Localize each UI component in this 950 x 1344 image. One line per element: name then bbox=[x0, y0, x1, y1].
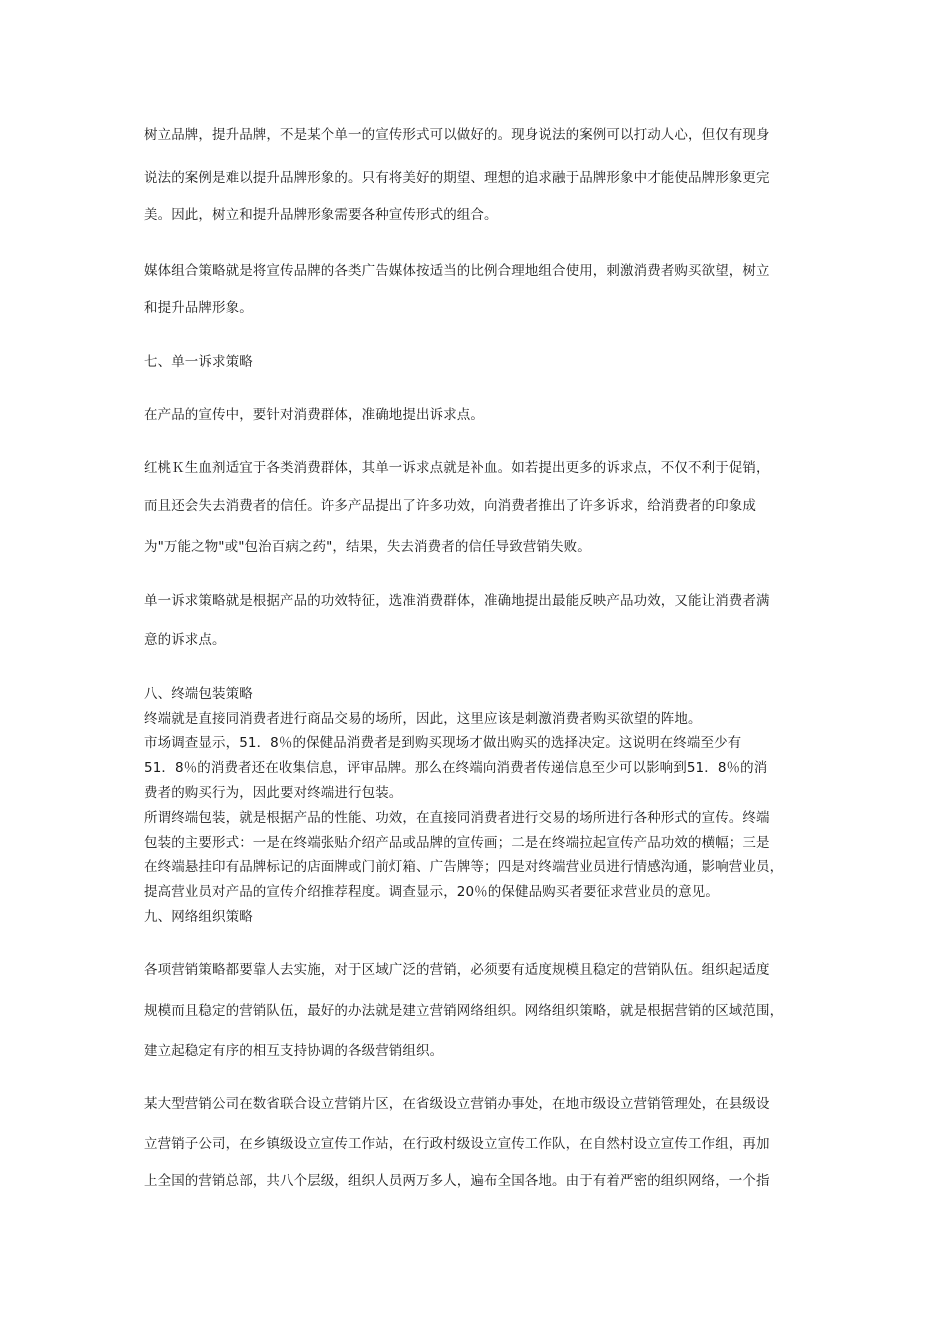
text-line: 和提升品牌形象。 bbox=[144, 300, 253, 316]
text-line: 某大型营销公司在数省联合设立营销片区，在省级设立营销办事处，在地市级设立营销管理处，在县级设 bbox=[144, 1096, 770, 1112]
text-line: 而且还会失去消费者的信任。许多产品提出了许多功效，向消费者推出了许多诉求，给消费者的印象成 bbox=[144, 498, 756, 514]
section-heading: 八、终端包装策略 bbox=[144, 686, 253, 702]
text-line: 立营销子公司，在乡镇级设立宣传工作站，在行政村级设立宣传工作队，在自然村设立宣传工作组，再加 bbox=[144, 1136, 770, 1152]
text-line: 在产品的宣传中，要针对消费群体，准确地提出诉求点。 bbox=[144, 407, 484, 423]
text-line: 提高营业员对产品的宣传介绍推荐程度。调查显示，20％的保健品购买者要征求营业员的意见。 bbox=[144, 884, 719, 900]
text-line: 美。因此，树立和提升品牌形象需要各种宣传形式的组合。 bbox=[144, 207, 498, 223]
section-heading: 九、网络组织策略 bbox=[144, 909, 253, 925]
text-line: 各项营销策略都要靠人去实施，对于区域广泛的营销，必须要有适度规模且稳定的营销队伍。组织起适度 bbox=[144, 962, 770, 978]
text-line: 51．8％的消费者还在收集信息，评审品牌。那么在终端向消费者传递信息至少可以影响到51．8％的消 bbox=[144, 760, 768, 776]
text-line: 规模而且稳定的营销队伍，最好的办法就是建立营销网络组织。网络组织策略，就是根据营销的区域范围， bbox=[144, 1003, 784, 1019]
section-heading: 七、单一诉求策略 bbox=[144, 354, 253, 370]
text-line: 包装的主要形式：一是在终端张贴介绍产品或品牌的宣传画；二是在终端拉起宣传产品功效的横幅；三是 bbox=[144, 835, 770, 851]
text-line: 红桃Ｋ生血剂适宜于各类消费群体，其单一诉求点就是补血。如若提出更多的诉求点，不仅不利于促销， bbox=[144, 460, 770, 476]
text-line: 媒体组合策略就是将宣传品牌的各类广告媒体按适当的比例合理地组合使用，刺激消费者购买欲望，树立 bbox=[144, 263, 770, 279]
text-line: 意的诉求点。 bbox=[144, 632, 226, 648]
text-line: 单一诉求策略就是根据产品的功效特征，选准消费群体，准确地提出最能反映产品功效，又能让消费者满 bbox=[144, 593, 770, 609]
text-line: 建立起稳定有序的相互支持协调的各级营销组织。 bbox=[144, 1043, 444, 1059]
text-line: 费者的购买行为，因此要对终端进行包装。 bbox=[144, 785, 403, 801]
text-line: 终端就是直接同消费者进行商品交易的场所，因此，这里应该是刺激消费者购买欲望的阵地。 bbox=[144, 711, 702, 727]
text-line: 市场调查显示，51．8％的保健品消费者是到购买现场才做出购买的选择决定。这说明在终端至少有 bbox=[144, 735, 742, 751]
text-line: 在终端悬挂印有品牌标记的店面牌或门前灯箱、广告牌等；四是对终端营业员进行情感沟通，影响营业员， bbox=[144, 859, 784, 875]
text-line: 树立品牌，提升品牌，不是某个单一的宣传形式可以做好的。现身说法的案例可以打动人心，但仅有现身 bbox=[144, 127, 770, 143]
text-line: 为"万能之物"或"包治百病之药"，结果，失去消费者的信任导致营销失败。 bbox=[144, 539, 591, 555]
text-line: 说法的案例是难以提升品牌形象的。只有将美好的期望、理想的追求融于品牌形象中才能使品牌形象更完 bbox=[144, 170, 770, 186]
text-line: 上全国的营销总部，共八个层级，组织人员两万多人，遍布全国各地。由于有着严密的组织网络，一个指 bbox=[144, 1173, 770, 1189]
text-line: 所谓终端包装，就是根据产品的性能、功效，在直接同消费者进行交易的场所进行各种形式的宣传。终端 bbox=[144, 810, 770, 826]
